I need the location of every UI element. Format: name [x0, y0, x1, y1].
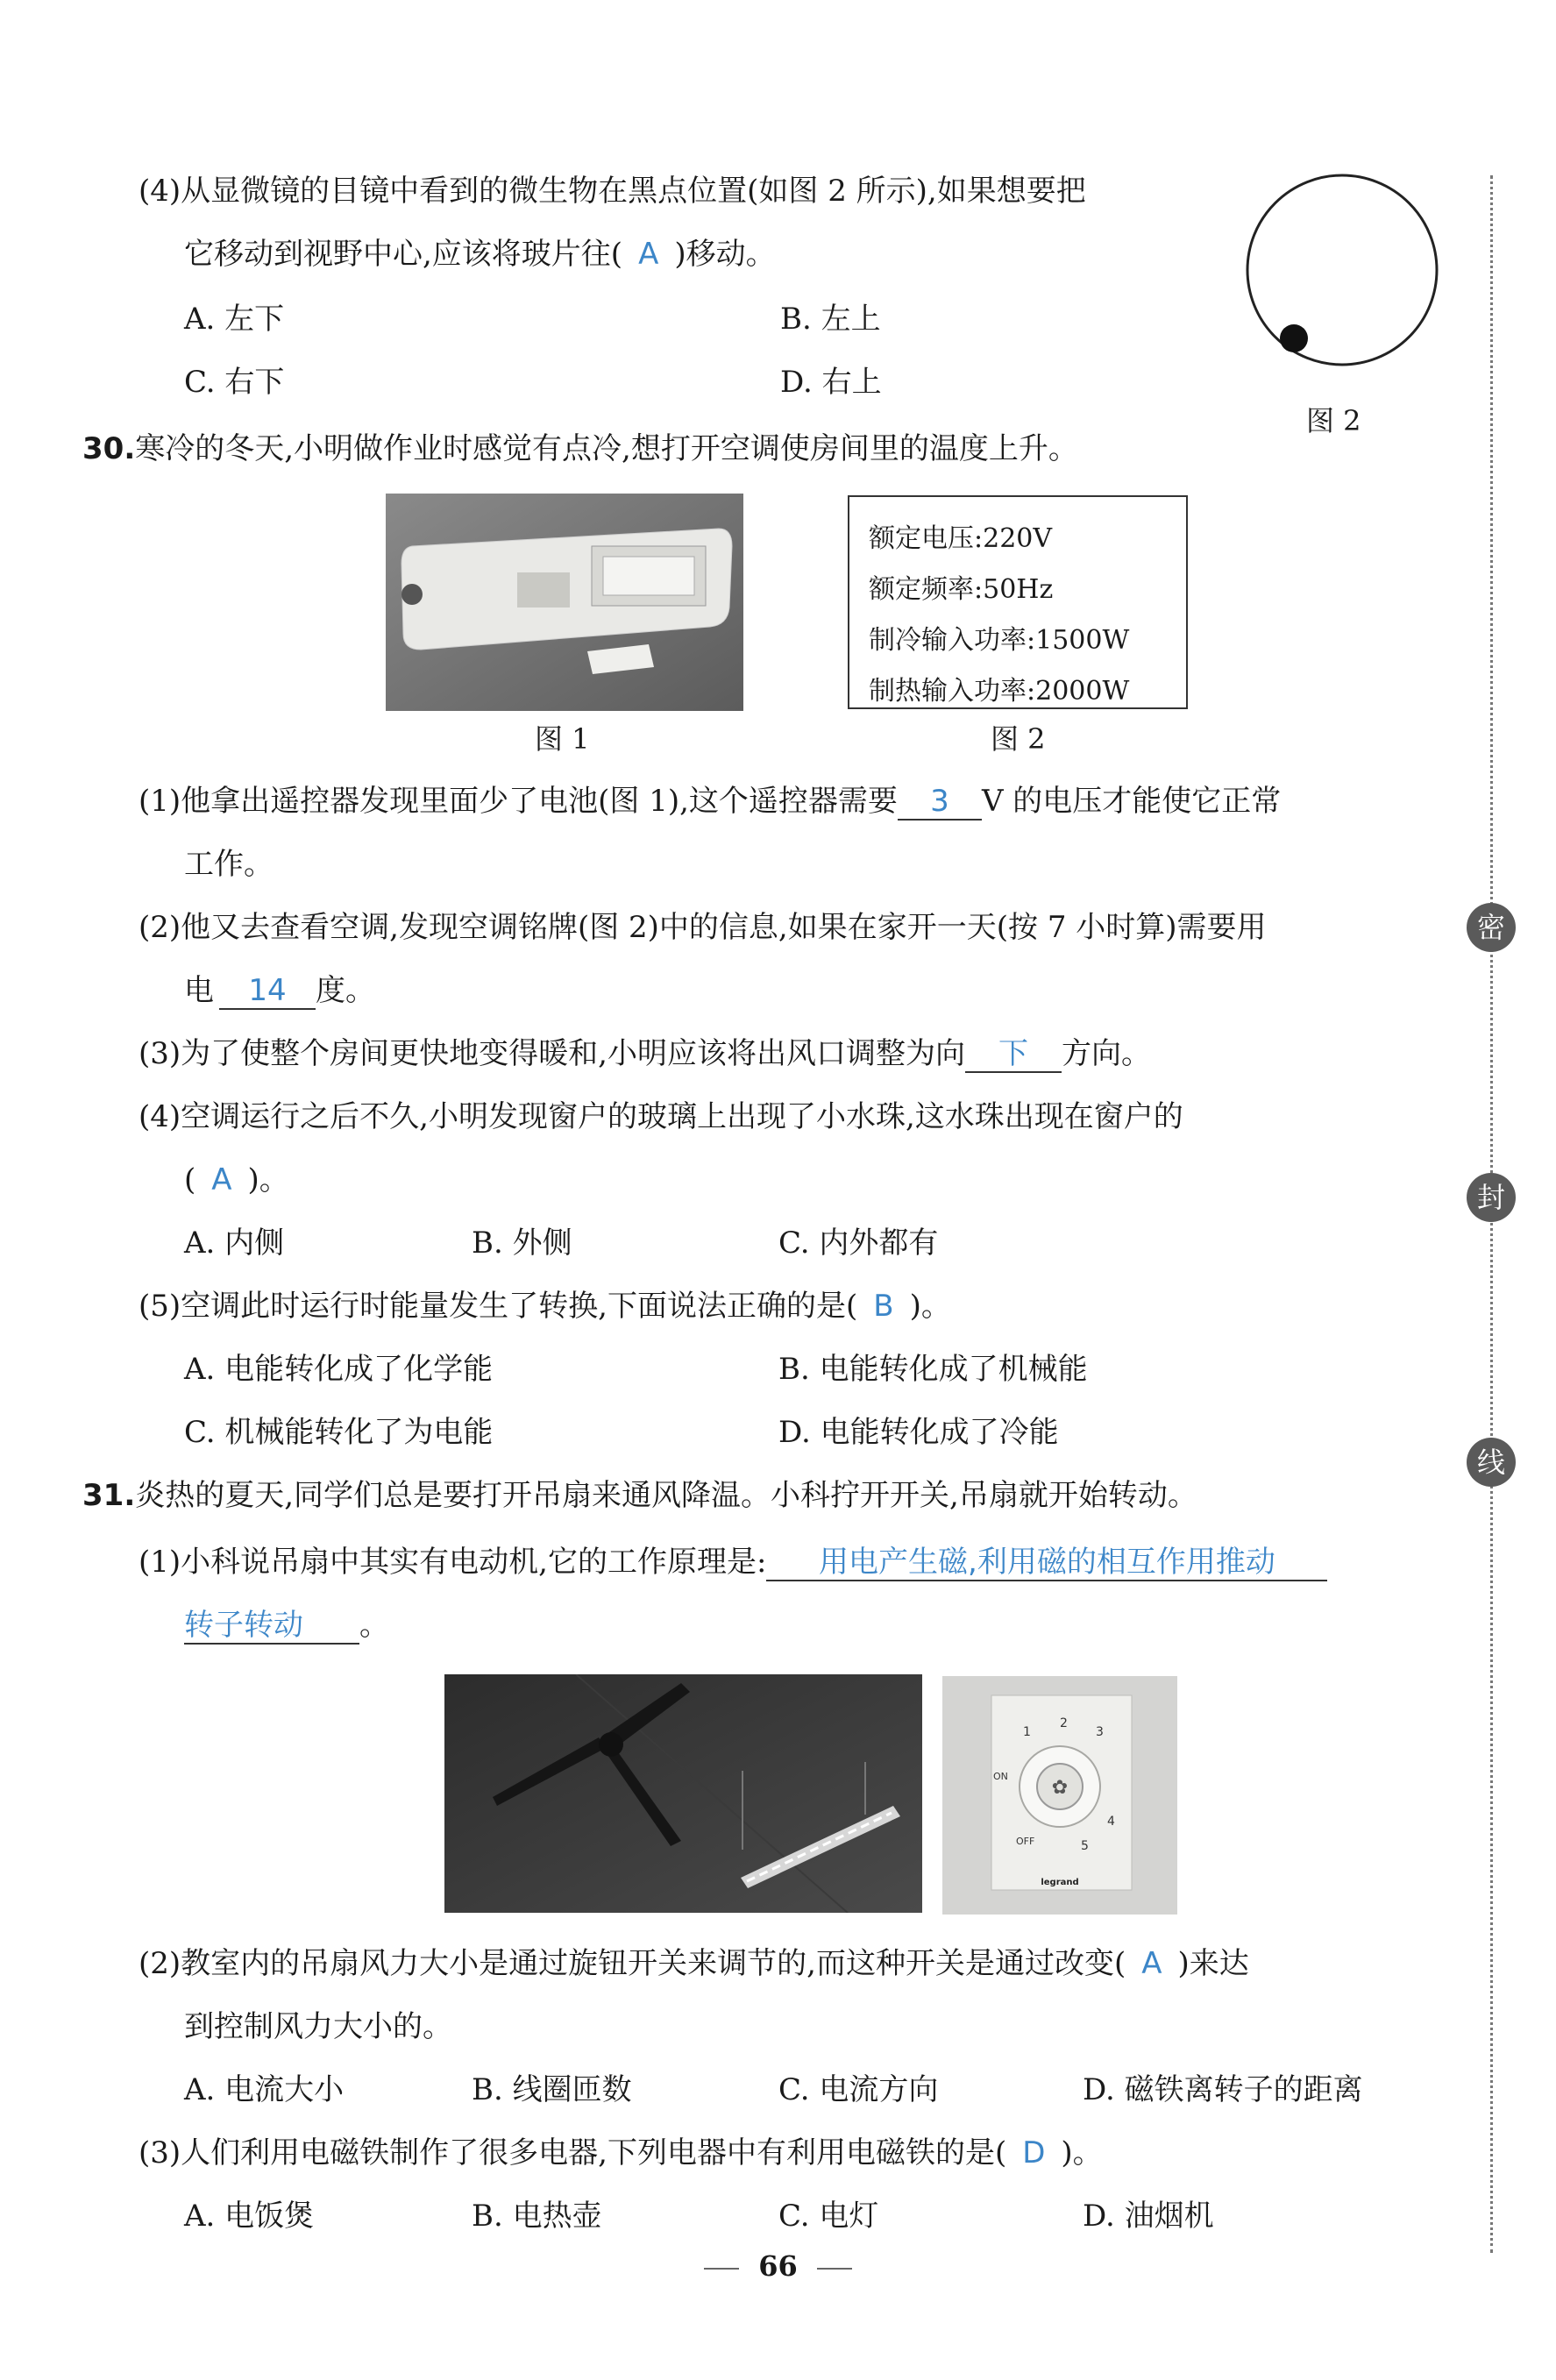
q30-part4-line2: [184, 1161, 289, 1199]
dial-label-off: OFF: [1016, 1836, 1035, 1847]
q31-stem: [82, 1476, 1197, 1515]
q31-part3-option-c: C. 电灯: [778, 2199, 879, 2234]
q30-number: 30.: [82, 431, 136, 466]
q31-part1-answer-line1: 用电产生磁,利用磁的相互作用推动: [766, 1545, 1327, 1581]
q31-part2-option-c: C. 电流方向: [778, 2072, 939, 2107]
q30-part5-option-b: B. 电能转化成了机械能: [778, 1352, 1088, 1387]
nameplate-frequency: 额定频率:50Hz: [869, 574, 1054, 605]
switch-brand-label: legrand: [1041, 1878, 1079, 1887]
q30-stem: [82, 430, 1078, 468]
q29-part4-answer: A: [638, 237, 659, 272]
q30-part3: [139, 1034, 1151, 1073]
fan-symbol-icon: ✿: [1051, 1777, 1069, 1799]
q31-part2-option-a: A. 电流大小: [184, 2072, 345, 2107]
q30-fig1-caption: 图 1: [535, 722, 590, 756]
q29-option-a: A. 左下: [184, 302, 285, 337]
q30-part1-answer: 3: [898, 784, 982, 821]
q30-part1-line1: [139, 782, 1281, 821]
footer-dash-left: [704, 2268, 739, 2270]
dial-label-1: 1: [1023, 1725, 1031, 1739]
q30-part3-answer: 下: [965, 1036, 1062, 1073]
q29-option-d: D. 右上: [780, 365, 882, 400]
q31-part3-answer: D: [1022, 2135, 1046, 2170]
q29-part4-line1: (4)从显微镜的目镜中看到的微生物在黑点位置(如图 2 所示),如果想要把: [139, 174, 1086, 209]
q29-part4-line2: [184, 235, 776, 274]
q29-part4-text: 它移动到视野中心,应该将玻片往(: [184, 237, 623, 272]
q31-part2-option-b: B. 线圈匝数: [472, 2072, 632, 2107]
q31-part3-option-a: A. 电饭煲: [184, 2199, 315, 2234]
q30-part2-line1: (2)他又去查看空调,发现空调铭牌(图 2)中的信息,如果在家开一天(按 7 小时算)需要用: [139, 910, 1267, 945]
q31-part2-text-end: )来达: [1177, 1946, 1249, 1981]
page-number: 66: [758, 2249, 798, 2283]
q31-part3: [139, 2134, 1103, 2172]
q30-part4-line1: (4)空调运行之后不久,小明发现窗户的玻璃上出现了小水珠,这水珠出现在窗户的: [139, 1099, 1183, 1134]
q29-option-b: B. 左上: [780, 302, 881, 337]
q31-part2-text: (2)教室内的吊扇风力大小是通过旋钮开关来调节的,而这种开关是通过改变(: [139, 1946, 1126, 1981]
rotary-switch-photo: [942, 1676, 1177, 1915]
q30-part2-text: 电: [184, 973, 214, 1008]
microbe-dot: [1280, 324, 1308, 352]
q30-part5-answer: B: [873, 1289, 894, 1324]
dial-label-3: 3: [1096, 1725, 1104, 1739]
q30-part5-text-end: )。: [909, 1289, 951, 1324]
seal-xian: 线: [1467, 1438, 1516, 1487]
q31-part1-line1: [139, 1543, 1327, 1581]
dial-label-on: ON: [993, 1771, 1008, 1782]
q31-part1-line2: [184, 1606, 389, 1645]
q30-part4-option-b: B. 外侧: [472, 1226, 572, 1261]
q30-stem-text: 寒冷的冬天,小明做作业时感觉有点冷,想打开空调使房间里的温度上升。: [135, 431, 1078, 466]
q29-option-c: C. 右下: [184, 365, 285, 400]
q31-part1-text: (1)小科说吊扇中其实有电动机,它的工作原理是:: [139, 1545, 767, 1580]
view-field-circle: [1247, 175, 1437, 365]
q31-part1-answer-line2: 转子转动: [184, 1608, 359, 1645]
dial-label-2: 2: [1060, 1716, 1068, 1730]
q29-part4-text-end: )移动。: [674, 237, 776, 272]
q31-stem-text: 炎热的夏天,同学们总是要打开吊扇来通风降温。小科拧开开关,吊扇就开始转动。: [135, 1478, 1197, 1513]
footer-dash-right: [817, 2268, 852, 2270]
nameplate-heating-power: 制热输入功率:2000W: [869, 676, 1130, 707]
q30-part4-text: (: [184, 1162, 196, 1197]
q30-part2-text-end: 度。: [316, 973, 375, 1008]
seal-feng: 封: [1467, 1173, 1516, 1222]
q30-part5-option-d: D. 电能转化成了冷能: [778, 1415, 1059, 1450]
q29-figure-caption: 图 2: [1306, 404, 1361, 437]
q31-part3-option-d: D. 油烟机: [1083, 2199, 1214, 2234]
q30-fig2-caption: 图 2: [991, 722, 1046, 756]
q31-part3-text: (3)人们利用电磁铁制作了很多电器,下列电器中有利用电磁铁的是(: [139, 2135, 1007, 2170]
q30-part5-option-c: C. 机械能转化了为电能: [184, 1415, 494, 1450]
q30-part5: [139, 1287, 951, 1325]
page-number-footer: [0, 2249, 1556, 2283]
q31-part3-text-end: )。: [1061, 2135, 1103, 2170]
q30-part2-answer: 14: [219, 973, 316, 1010]
q31-part2-option-d: D. 磁铁离转子的距离: [1083, 2072, 1363, 2107]
q31-part2-line1: [139, 1944, 1249, 1983]
dial-label-5: 5: [1081, 1839, 1089, 1853]
microscope-view-figure: [1243, 172, 1445, 373]
q30-part4-option-a: A. 内侧: [184, 1226, 285, 1261]
q30-part2-line2: [184, 971, 375, 1010]
nameplate-voltage: 额定电压:220V: [869, 523, 1053, 554]
q30-part4-answer: A: [211, 1162, 232, 1197]
q30-part5-text: (5)空调此时运行时能量发生了转换,下面说法正确的是(: [139, 1289, 858, 1324]
seal-mi: 密: [1467, 903, 1516, 952]
q30-part1-text: (1)他拿出遥控器发现里面少了电池(图 1),这个遥控器需要: [139, 784, 898, 819]
ac-nameplate: [848, 495, 1188, 709]
remote-control-photo: [386, 494, 743, 711]
q31-part3-option-b: B. 电热壶: [472, 2199, 602, 2234]
q30-part4-option-c: C. 内外都有: [778, 1226, 939, 1261]
q30-part3-text-end: 方向。: [1061, 1036, 1151, 1071]
q31-number: 31.: [82, 1478, 136, 1513]
dial-label-4: 4: [1107, 1815, 1115, 1829]
ceiling-fan-photo: [444, 1674, 922, 1913]
q30-part4-text-end: )。: [247, 1162, 289, 1197]
q30-part1-text-end: V 的电压才能使它正常: [981, 784, 1282, 819]
q31-part2-answer: A: [1141, 1946, 1162, 1981]
q30-part3-text: (3)为了使整个房间更快地变得暖和,小明应该将出风口调整为向: [139, 1036, 965, 1071]
q31-part1-text-end: 。: [359, 1608, 389, 1643]
q30-part1-line2: 工作。: [184, 847, 274, 882]
q30-part5-option-a: A. 电能转化成了化学能: [184, 1352, 494, 1387]
nameplate-cooling-power: 制冷输入功率:1500W: [869, 625, 1130, 656]
q31-part2-line2: 到控制风力大小的。: [184, 2009, 452, 2044]
